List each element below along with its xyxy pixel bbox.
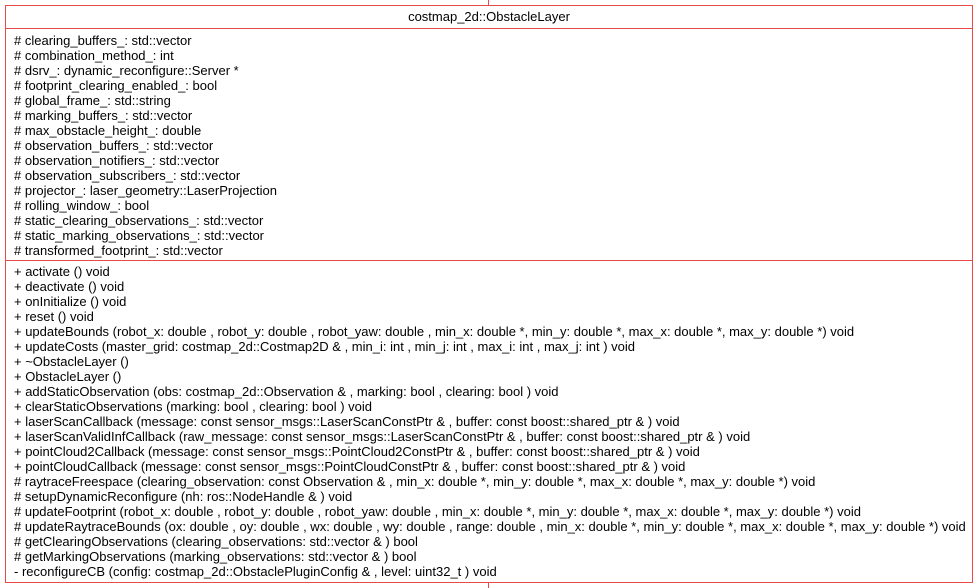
attributes-compartment — [6, 29, 972, 261]
operation-item: + deactivate () void — [14, 279, 125, 294]
operation-item: + reset () void — [14, 309, 94, 324]
uml-class-box — [5, 5, 973, 583]
attribute-item: # clearing_buffers_: std::vector — [14, 33, 192, 48]
attribute-item: # observation_notifiers_: std::vector — [14, 153, 220, 168]
operation-item: + laserScanCallback (message: const sensor_msgs::LaserScanConstPtr & , buffer: const boost::shared_ptr & ) void — [14, 414, 680, 429]
operation-item: + onInitialize () void — [14, 294, 127, 309]
operation-item: # raytraceFreespace (clearing_observation: const Observation & , min_x: double *, min_y: double *, max_x: double *, max_y: double *) void — [14, 474, 816, 489]
operations-compartment — [6, 261, 972, 579]
class-name: costmap_2d::ObstacleLayer — [6, 6, 972, 29]
attribute-item: # combination_method_: int — [14, 48, 174, 63]
attribute-item: # dsrv_: dynamic_reconfigure::Server * — [14, 63, 239, 78]
attribute-item: # observation_subscribers_: std::vector — [14, 168, 241, 183]
operation-item: # getClearingObservations (clearing_observations: std::vector & ) bool — [14, 534, 418, 549]
attribute-item: # marking_buffers_: std::vector — [14, 108, 193, 123]
attribute-item: # observation_buffers_: std::vector — [14, 138, 214, 153]
operation-item: + laserScanValidInfCallback (raw_message: const sensor_msgs::LaserScanConstPtr & , buffer: const boost::shared_ptr & ) void — [14, 429, 751, 444]
operation-item: + activate () void — [14, 264, 110, 279]
connector-line-bottom — [488, 583, 489, 588]
operation-item: + ~ObstacleLayer () — [14, 354, 129, 369]
operation-item: # getMarkingObservations (marking_observations: std::vector & ) bool — [14, 549, 417, 564]
operation-item: + addStaticObservation (obs: costmap_2d::Observation & , marking: bool , clearing: bool ) void — [14, 384, 559, 399]
operation-item: + pointCloudCallback (message: const sensor_msgs::PointCloudConstPtr & , buffer: const boost::shared_ptr & ) void — [14, 459, 686, 474]
attribute-item: # footprint_clearing_enabled_: bool — [14, 78, 218, 93]
attribute-item: # static_clearing_observations_: std::vector — [14, 213, 264, 228]
attribute-item: # rolling_window_: bool — [14, 198, 150, 213]
operation-item: # updateFootprint (robot_x: double , robot_y: double , robot_yaw: double , min_x: double *, min_y: double *, max_x: double *, max_y: double *) void — [14, 504, 861, 519]
operation-item: + updateBounds (robot_x: double , robot_y: double , robot_yaw: double , min_x: double *, min_y: double *, max_x: double *, max_y: double *) void — [14, 324, 855, 339]
operation-item: - reconfigureCB (config: costmap_2d::ObstaclePluginConfig & , level: uint32_t ) void — [14, 564, 497, 579]
attribute-item: # static_marking_observations_: std::vector — [14, 228, 265, 243]
operation-item: # updateRaytraceBounds (ox: double , oy: double , wx: double , wy: double , range: double , min_x: double *, min_y: double *, max_x: double *, max_y: double *) void — [14, 519, 966, 534]
attribute-item: # transformed_footprint_: std::vector — [14, 243, 223, 258]
attribute-item: # global_frame_: std::string — [14, 93, 171, 108]
attribute-item: # projector_: laser_geometry::LaserProjection — [14, 183, 278, 198]
operation-item: + pointCloud2Callback (message: const sensor_msgs::PointCloud2ConstPtr & , buffer: const boost::shared_ptr & ) void — [14, 444, 700, 459]
operation-item: + updateCosts (master_grid: costmap_2d::Costmap2D & , min_i: int , min_j: int , max_i: int , max_j: int ) void — [14, 339, 636, 354]
attribute-item: # max_obstacle_height_: double — [14, 123, 202, 138]
operation-item: + clearStaticObservations (marking: bool , clearing: bool ) void — [14, 399, 373, 414]
operation-item: + ObstacleLayer () — [14, 369, 122, 384]
operation-item: # setupDynamicReconfigure (nh: ros::NodeHandle & ) void — [14, 489, 353, 504]
